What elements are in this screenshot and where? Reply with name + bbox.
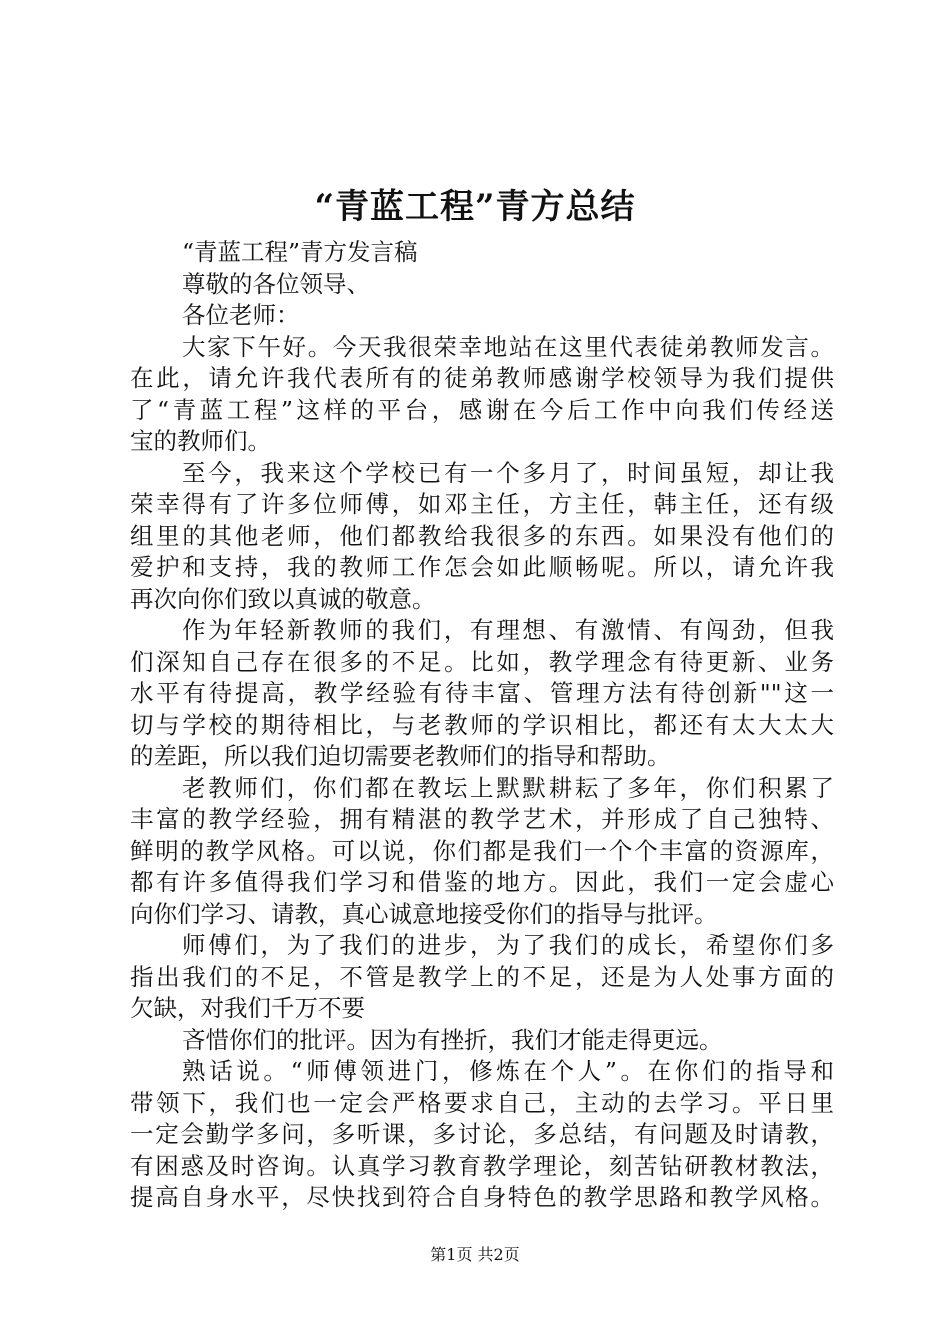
page-footer: 第1页 共2页 bbox=[430, 1245, 520, 1264]
text-line: 水平有待提高，教学经验有待丰富、管理方法有待创新""这一 bbox=[130, 679, 834, 707]
text-line: 大家下午好。今天我很荣幸地站在这里代表徒弟教师发言。 bbox=[182, 332, 834, 361]
text-line: 爱护和支持，我的教师工作怎会如此顺畅呢。所以，请允许我 bbox=[130, 553, 834, 581]
text-line: 熟话说。“师傅领进门，修炼在个人”。在你们的指导和 bbox=[182, 1057, 834, 1085]
text-line: 荣幸得有了许多位师傅，如邓主任，方主任，韩主任，还有级 bbox=[130, 490, 834, 518]
text-line: 一定会勤学多问，多听课，多讨论，多总结，有问题及时请教， bbox=[130, 1120, 834, 1148]
text-line: 有困惑及时咨询。认真学习教育教学理论，刻苦钻研教材教法， bbox=[130, 1151, 834, 1180]
text-line: 宝的教师们。 bbox=[130, 427, 271, 455]
text-line: “青蓝工程”青方发言稿 bbox=[182, 238, 418, 266]
text-line: 至今，我来这个学校已有一个多月了，时间虽短，却让我 bbox=[182, 458, 834, 487]
text-line: 都有许多值得我们学习和借鉴的地方。因此，我们一定会虚心 bbox=[130, 868, 834, 896]
text-line: 组里的其他老师，他们都教给我很多的东西。如果没有他们的 bbox=[130, 521, 834, 550]
text-line: 鲜明的教学风格。可以说，你们都是我们一个个丰富的资源库， bbox=[130, 836, 834, 865]
text-line: 各位老师： bbox=[182, 301, 300, 329]
document-body bbox=[130, 237, 834, 1214]
text-line: 带领下，我们也一定会严格要求自己，主动的去学习。平日里 bbox=[130, 1088, 834, 1117]
text-line: 师傅们，为了我们的进步，为了我们的成长，希望你们多 bbox=[182, 931, 834, 959]
text-line: 提高自身水平，尽快找到符合自身特色的教学思路和教学风格。 bbox=[130, 1183, 834, 1211]
text-line: 老教师们，你们都在教坛上默默耕耘了多年，你们积累了 bbox=[182, 773, 834, 802]
text-line: 吝惜你们的批评。因为有挫折，我们才能走得更远。 bbox=[182, 1025, 723, 1054]
text-line: 指出我们的不足，不管是教学上的不足，还是为人处事方面的 bbox=[130, 962, 834, 991]
text-line: 向你们学习、请教，真心诚意地接受你们的指导与批评。 bbox=[130, 899, 718, 928]
text-line: 作为年轻新教师的我们，有理想、有激情、有闯劲，但我 bbox=[182, 616, 834, 644]
text-line: 欠缺，对我们千万不要 bbox=[130, 994, 365, 1022]
text-line: 们深知自己存在很多的不足。比如，教学理念有待更新、业务 bbox=[130, 647, 834, 676]
text-line: 的差距，所以我们迫切需要老教师们的指导和帮助。 bbox=[130, 742, 671, 770]
text-line: 切与学校的期待相比，与老教师的学识相比，都还有太大太大 bbox=[130, 710, 834, 739]
text-line: 再次向你们致以真诚的敬意。 bbox=[130, 584, 436, 613]
text-line: 尊敬的各位领导、 bbox=[182, 269, 370, 298]
document-title: “青蓝工程”青方总结 bbox=[314, 187, 636, 227]
text-line: 丰富的教学经验，拥有精湛的教学艺术，并形成了自己独特、 bbox=[130, 805, 834, 833]
text-line: 了“青蓝工程”这样的平台，感谢在今后工作中向我们传经送 bbox=[130, 395, 834, 424]
text-line: 在此，请允许我代表所有的徒弟教师感谢学校领导为我们提供 bbox=[130, 364, 834, 392]
